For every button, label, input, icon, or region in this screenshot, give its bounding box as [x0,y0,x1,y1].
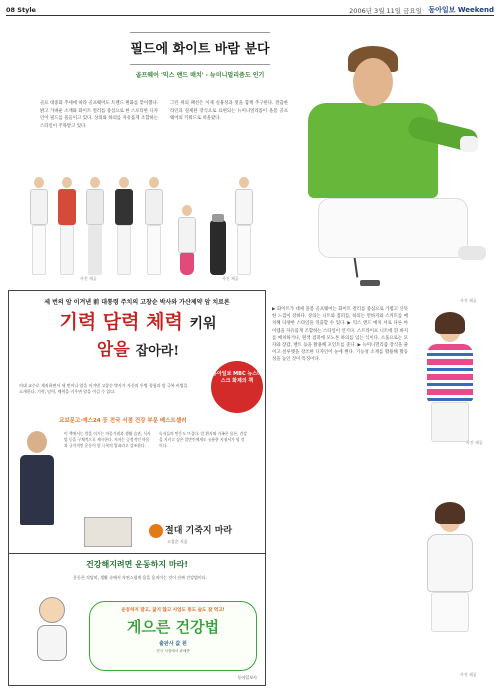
lazy-health-price: 출판사 값 원 [159,641,187,647]
ad-divider [9,553,265,554]
publisher-line: 동아일보사 [237,675,257,680]
model-figure [86,177,104,275]
health-ad-body: 운동은 적당히, 생활 속에서 자연스럽게 몸을 움직이는 것이 진짜 건강법이다. [73,575,207,580]
book-advertisement [8,290,266,686]
ad-body-text: 의대 교수로 재직하면서 세 번이나 암을 이겨낸 고창순 박사가 자신의 투병 경험과 암 극복 비법을 소개한다. 기력, 담력, 체력을 키우면 암을 이길 수 있다. [19,383,188,394]
model-figure [30,177,48,275]
article-headline: 필드에 화이트 바람 분다 [130,42,270,57]
book-logo-icon [149,524,163,538]
lazy-health-tagline: 운동하지 말고, 굶지 않고 사업도 통도 술도 잘 먹고! [121,608,225,613]
lead-column-2: 그린 위의 패션은 이제 실용성과 멋을 함께 추구한다. 깔끔한 라인과 절제된 장식으로 표현되는 뉴미니멀리즘이 올봄 골프웨어의 키워드로 떠올랐다. [170,101,288,122]
lead-column-1: 골프 대중화 추세에 따라 골프웨어도 트렌드 변화를 맞이했다. 밝고 가벼운 소재와 화이트 컬러를 중심으로 한 스포티한 디자인이 필드를 물들이고 있다. 상의와 하의를 자유롭게 조합하는 스타일이 주목받고 있다. [40,101,158,129]
ad-big-text: 기력 담력 체력 [59,311,183,333]
model-figure [145,177,163,275]
health-ad-title: 건강해지려면 운동하지 마라! [86,560,188,569]
title-rule-bottom [130,64,270,65]
ad-top-line: 세 번의 암 이겨낸 前 대통령 주치의 고창순 박사와 가산제약 암 치료론 [44,299,230,306]
lazy-health-info: 전국 서점에서 판매중 [156,649,190,653]
photo-caption: 사진 제공 [222,276,239,281]
lazy-health-box [89,601,257,671]
photo-caption: 사진 제공 [460,672,477,677]
model-figure [178,205,196,275]
section-label: 08 Style [6,6,36,14]
lazy-health-title: 게으른 건강법 [126,618,220,636]
ad-big-text-tail: 키워 [189,316,217,332]
golf-bag [210,220,226,275]
book-title-text: 절대 기죽지 마라 [165,526,233,536]
ad-big-text: 암을 [96,340,130,360]
model-photo-top [420,316,480,442]
book-author: 고창순 지음 [167,539,188,544]
author-photo [17,431,57,526]
model-figure [235,177,253,275]
model-photo-bottom [420,506,480,632]
article-subhead: 골프웨어 '믹스 앤드 매치' · 뉴미니멀리즘도 인기 [135,72,265,79]
issue-date: 2006년 3월 11일 금요일 [349,7,422,15]
book-title [149,523,259,538]
cartoon-illustration [19,597,85,669]
ad-big-headline-1 [19,311,257,335]
ad-big-headline-2 [19,335,257,360]
model-lineup-photo [20,140,260,275]
ad-badge: 동아일보 MBC 뉴스데스크 화제의 책 [211,361,263,413]
page-header [6,4,494,16]
model-figure [58,177,76,275]
photo-caption: 사진 제공 [460,298,477,303]
golfer-photo [288,18,498,298]
ad-text-left: 이 책에서는 암을 이기는 마음가짐과 생활 습관, 식사법 등을 구체적으로 제시한다. 저자는 긍정적인 마음과 규칙적인 운동이 암 극복의 열쇠라고 강조한다. [64,431,151,448]
photo-caption: 사진 제공 [466,440,483,445]
ad-big-text-tail: 잡아라! [135,344,180,359]
model-figure [115,177,133,275]
book-cover-image [84,517,132,547]
title-rule-top [130,32,270,33]
ad-text-right: 독자들의 반응도 뜨겁다. 암 환자와 가족은 물론, 건강을 지키고 싶은 일반인에게도 유용한 지침서가 될 것이다. [159,431,247,448]
article-right-column: ▶ 화이트가 대세 올봄 골프웨어는 화이트 컬러를 중심으로 가볍고 산뜻한 느낌이 강하다. 상의는 니트와 점퍼를, 하의는 면바지와 스커트를 매치해 다양한 스타일을 연출할 수 있다. ▶ 믹스 앤드 매치 서로 다른 아이템을 자유롭게 조합하는 스타일이 인기다. 스트라이프 니트에 흰 바지를 매치하거나, 원색 점퍼에 모노톤 하의를 입는 식이다. 소품으로는 모자와 장갑, 벨트 등을 활용해 포인트를 준다. ▶ 뉴미니멀리즘 장식을 줄이고 실루엣을 강조한 디자인이 눈에 띈다. 기능성 소재를 활용해 활동성을 높인 것이 특징이다. [272,307,408,363]
photo-caption: 사진 제공 [80,276,97,281]
ad-bestseller-line: 교보문고·예스24 등 전국 서점 건강 부문 베스트셀러 [59,418,187,424]
paper-name: 동아일보 Weekend [428,6,494,14]
